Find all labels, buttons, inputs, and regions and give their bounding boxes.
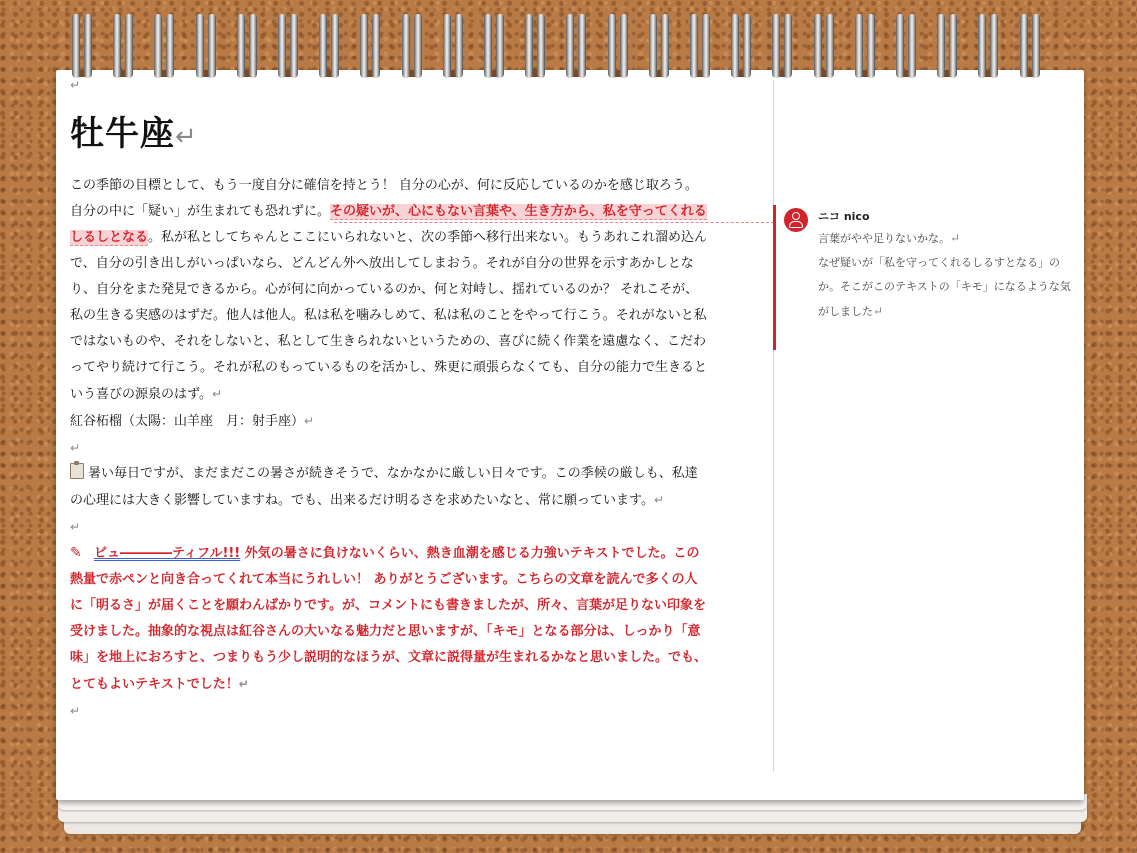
empty-paragraph: ↵: [70, 78, 81, 92]
essay-text-after: 。私が私としてちゃんとここにいられないと、次の季節へ移行出来ない。もうあれこれ溜め込んで、自分の引き出しがいっぱいなら、どんどん外へ放出してしまおう。それが自分の世界を示すあかしとなり、自分をまた発見できるから。心が何に向かっているのか、何と対峙し、揺れているのか？ それこそが、私の生きる実感のはずだ。他人は他人。私は私を噛みしめて、私は私のことをやって行こう。それがないと私ではないものや、それをしないと、私として生きられないというための、喜びに続く作業を遠慮なく、こだわってやり続けて行こう。それが私のもっているものを活かし、殊更に頑張らなくても、自分の能力で生きるという喜びの源泉のはず。: [70, 230, 708, 402]
binding-ring: [937, 14, 959, 78]
comment-active-bar: [773, 205, 776, 350]
empty-paragraph: ↵: [70, 704, 81, 718]
empty-paragraph: ↵: [70, 520, 81, 534]
document-body: [70, 72, 710, 724]
binding-ring: [1020, 14, 1042, 78]
binding-ring: [731, 14, 753, 78]
author-line: 紅谷柘榴（太陽：山羊座 月：射手座）↵: [70, 414, 315, 429]
binding-ring: [237, 14, 259, 78]
essay-text-before: この季節の目標として、もう一度自分に確信を持とう！ 自分の心が、何に反応しているのかを感じ取ろう。自分の中に「疑い」が生まれても恐れずに。: [70, 178, 698, 219]
empty-paragraph: ↵: [70, 441, 81, 455]
review-body: 外気の暑さに負けないくらい、熱き血潮を感じる力強いテキストでした。この熱量で赤ペンと向き合ってくれて本当にうれしい！ ありがとうございます。こちらの文章を読んで多くの人に「明るさ」が届くことを願わんばかりです。が、コメントにも書きましたが、所々、言葉が足りない印象を受けました。抽象的な視点は紅谷さんの大いなる魅力だと思いますが、「キモ」となる部分は、しっかり「意味」を地上におろすと、つまりもう少し説明的なほうが、文章に説得量が生まれるかなと思いました。でも、とてもよいテキストでした！: [70, 546, 708, 692]
binding-ring: [649, 14, 671, 78]
binding-ring: [72, 14, 94, 78]
page-title: 牡牛座↵: [70, 114, 198, 154]
binding-ring: [978, 14, 1000, 78]
intro-paragraph: 暑い毎日ですが、まだまだこの暑さが続きそうで、なかなかに厳しい日々です。この季候の厳しも、私達の心理には大きく影響していますね。でも、出来るだけ明るさを求めたいなと、常に願っています。↵: [70, 461, 710, 514]
user-avatar-icon: [784, 208, 808, 232]
binding-ring: [608, 14, 630, 78]
binding-ring: [278, 14, 300, 78]
binding-ring: [196, 14, 218, 78]
clipboard-icon: [70, 463, 84, 479]
binding-ring: [525, 14, 547, 78]
commented-highlight[interactable]: その疑いが、心にもない言葉や、生き方から、私を守ってくれるしるしとなる: [70, 204, 707, 245]
binding-ring: [360, 14, 382, 78]
essay-paragraph: この季節の目標として、もう一度自分に確信を持とう！ 自分の心が、何に反応しているのかを感じ取ろう。自分の中に「疑い」が生まれても恐れずに。その疑いが、心にもない言葉や、生き方から、私を守ってくれるしるしとなる。私が私としてちゃんとここにいられないと、次の季節へ移行出来ない。もうあれこれ溜め込んで、自分の引き出しがいっぱいなら、どんどん外へ放出してしまおう。それが自分の世界を示すあかしとなり、自分をまた発見できるから。心が何に向かっているのか、何と対峙し、揺れているのか？ それこそが、私の生きる実感のはずだ。他人は他人。私は私を噛みしめて、私は私のことをやって行こう。それがないと私ではないものや、それをしないと、私として生きられないというための、喜びに続く作業を遠慮なく、こだわってやり続けて行こう。それが私のもっているものを活かし、殊更に頑張らなくても、自分の能力で生きるという喜びの源泉のはず。↵: [70, 178, 708, 402]
binding-ring: [484, 14, 506, 78]
binding-ring: [855, 14, 877, 78]
binding-ring: [566, 14, 588, 78]
comment-connector-line: [334, 222, 774, 223]
review-paragraph: ✎ ビュ――――ティフル!!! 外気の暑さに負けないくらい、熱き血潮を感じる力強いテキストでした。この熱量で赤ペンと向き合ってくれて本当にうれしい！ ありがとうございます。こちらの文章を読んで多くの人に「明るさ」が届くことを願わんばかりです。が、コメントにも書きましたが、所々、言葉が足りない印象を受けました。抽象的な視点は紅谷さんの大いなる魅力だと思いますが、「キモ」となる部分は、しっかり「意味」を地上におろすと、つまりもう少し説明的なほうが、文章に説得量が生まれるかなと思いました。でも、とてもよいテキストでした！↵: [70, 540, 710, 698]
comment-text: 言葉がやや足りないかな。↵ なぜ疑いが「私を守ってくれるしるすとなる」のか。そこがこのテキストの「キモ」になるような気がしました↵: [818, 231, 1071, 318]
binding-ring: [814, 14, 836, 78]
red-pencil-icon: ✎: [70, 545, 82, 561]
binding-ring: [154, 14, 176, 78]
binding-ring: [113, 14, 135, 78]
binding-ring: [896, 14, 918, 78]
review-lead: ビュ――――ティフル!!!: [94, 546, 241, 561]
binding-ring: [402, 14, 424, 78]
comment-author: ニコ nico: [818, 210, 870, 223]
binding-ring: [690, 14, 712, 78]
binding-ring: [772, 14, 794, 78]
comment-pane-divider: [773, 80, 774, 772]
binding-ring: [319, 14, 341, 78]
binding-ring: [443, 14, 465, 78]
